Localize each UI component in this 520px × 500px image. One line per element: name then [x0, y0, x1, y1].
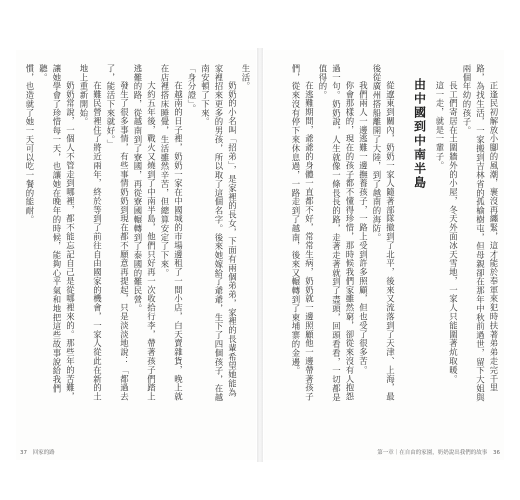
left-paragraph: 生活。 [241, 64, 251, 91]
right-paragraph: 你會那樣的，現在的孩子都不懂得珍惜，那時候我們家雖然窮，卻從來沒有人抱怨過一句。奶奶說，人生就像一條長長的路，走著走著就到了盡頭，回頭看看，一切都是值得的。 [318, 64, 355, 402]
right-folio [377, 448, 504, 456]
right-paragraph: 我們兩人一邊逃難一邊撫養孩子，一路上受到許多照顧，但也受了很多苦。 [358, 80, 369, 375]
right-page-text [264, 64, 500, 404]
page-number: 37 [20, 450, 27, 456]
right-paragraph: 長工們寄居在土圍牆外的小屋，冬天外面冰天雪地，一家人只能圍著炕取暖。 [448, 80, 459, 384]
left-paragraph: 大約五年後，戰火又燒到了中南半島，他們只好再一次收拾行李，帶著孩子們踏上逃難的路，從越南到了寮國，再從寮國輾轉到了泰國的難民營。 [133, 64, 157, 401]
page-number: 36 [493, 450, 500, 456]
right-paragraph: 正逢民初解放小腳的風潮，裹沒再纏緊，這才能於奉軍來犯時扶著弟弟走完千里路，為找生活，一家搬到吉林省的孤榆樹屯，但母親卻在那年中秋前過世，留下大姐與兩個年幼的孩子。 [462, 64, 499, 402]
left-page [16, 50, 256, 460]
left-paragraph: 奶奶常說，一個人不管走到哪裡，都不能忘記自己是從哪裡來的。那些年的苦難，讓她學會了珍惜每一天，也讓她在晚年的時候，能夠心平氣和地把這些故事說給我們聽。 [38, 64, 76, 401]
right-page [264, 50, 504, 460]
book-title-running-head: 回家的路 [32, 450, 55, 456]
section-heading: 由中國到中南半島 [412, 78, 427, 191]
left-paragraph: 奶奶的小名叫「招弟」，是家裡的長女，下面有兩個弟弟，家裡的長輩希望她能為家裡招來更多的男孩，所以取了這個名字。後來她嫁給了爺爺，生下了四個孩子，在越南安頓了下來。 [200, 64, 238, 402]
right-paragraph: 這一走，就是一輩子。 [435, 80, 445, 170]
left-paragraph: 在難民營裡住了將近兩年，終於等到了前往自由國家的機會，一家人從此在新的土地上重新開始。 [79, 64, 103, 401]
left-folio [16, 448, 55, 456]
left-paragraph: 「身分證」。 [187, 64, 197, 114]
right-paragraph: 在逃難期間，爺爺的身體一直都不好，常常生病，奶奶就一邊照顧他一邊帶著孩子們，從來沒有停下來休息過，一路走到了越南，後來又輾轉到了柬埔寨的金邊。 [291, 64, 315, 401]
left-page-text [16, 64, 252, 404]
book-gutter [257, 48, 263, 462]
chapter-running-head: 第一章｜在自由的家園，奶奶說出我們的故事 [377, 450, 488, 456]
left-paragraph: 慣，也造就了她一天可以吃一餐的能耐。 [25, 64, 35, 225]
left-paragraph: 在越南的日子裡，奶奶一家在中國城的市場邊租了一間小店，白天賣雜貨，晚上就在店裡搭床睡覺，生活雖然辛苦，但總算安定了下來。 [160, 64, 184, 401]
left-paragraph: 發生了很多事情，有些事情奶奶到現在都不願意再提起，只是淡淡地說：「都過去了，能活下來就好。」 [106, 64, 130, 401]
right-paragraph: 從遼東到關內，奶奶一家人隨著部隊撤到了北平，後來又流落到了天津、上海，最後從廣州搭船離開了大陸，到了越南的海防。 [372, 64, 396, 401]
